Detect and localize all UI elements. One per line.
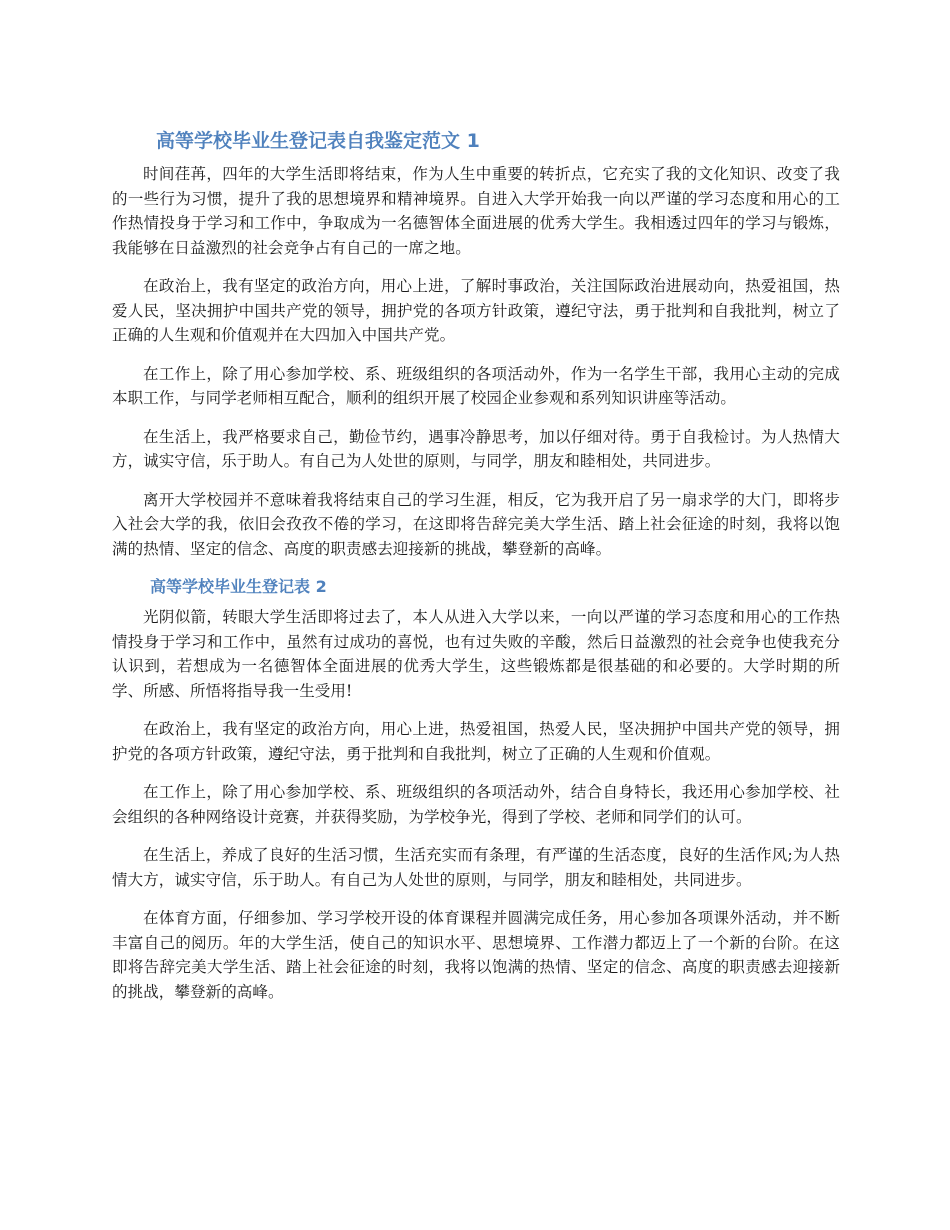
section-1-paragraph: 在政治上，我有坚定的政治方向，用心上进，了解时事政治，关注国际政治进展动向，热爱祖国，热爱人民，坚决拥护中国共产党的领导，拥护党的各项方针政策，遵纪守法，勇于批判和自我批判，树立了正确的人生观和价值观并在大四加入中国共产党。 xyxy=(112,277,840,344)
section-2-paragraph: 在工作上，除了用心参加学校、系、班级组织的各项活动外，结合自身特长，我还用心参加学校、社会组织的各种网络设计竞赛，并获得奖励，为学校争光，得到了学校、老师和同学们的认可。 xyxy=(112,783,840,826)
section-2-paragraph: 在政治上，我有坚定的政治方向，用心上进，热爱祖国，热爱人民，坚决拥护中国共产党的领导，拥护党的各项方针政策，遵纪守法，勇于批判和自我批判，树立了正确的人生观和价值观。 xyxy=(112,720,840,763)
section-2-paragraph: 在生活上，养成了良好的生活习惯，生活充实而有条理，有严谨的生活态度，良好的生活作风;为人热情大方，诚实守信，乐于助人。有自己为人处世的原则，与同学，朋友和睦相处，共同进步。 xyxy=(112,846,840,889)
section-1-paragraph: 离开大学校园并不意味着我将结束自己的学习生涯，相反，它为我开启了另一扇求学的大门，即将步入社会大学的我，依旧会孜孜不倦的学习，在这即将告辞完美大学生活、踏上社会征途的时刻，我将以饱满的热情、坚定的信念、高度的职责感去迎接新的挑战，攀登新的高峰。 xyxy=(112,490,840,558)
section-1-title: 高等学校毕业生登记表自我鉴定范文 1 xyxy=(156,130,480,152)
section-2-paragraph: 光阴似箭，转眼大学生活即将过去了，本人从进入大学以来，一向以严谨的学习态度和用心的工作热情投身于学习和工作中，虽然有过成功的喜悦，也有过失败的辛酸，然后日益激烈的社会竞争也使我充分认识到，若想成为一名德智体全面进展的优秀大学生，这些锻炼都是很基础的和必要的。大学时期的所学、所感、所悟将指导我一生受用! xyxy=(112,608,840,700)
section-1-paragraph: 时间荏苒，四年的大学生活即将结束，作为人生中重要的转折点，它充实了我的文化知识、改变了我的一些行为习惯，提升了我的思想境界和精神境界。自进入大学开始我一向以严谨的学习态度和用心的工作热情投身于学习和工作中，争取成为一名德智体全面进展的优秀大学生。我相透过四年的学习与锻炼，我能够在日益激烈的社会竞争占有自己的一席之地。 xyxy=(112,165,840,257)
section-2-title: 高等学校毕业生登记表 2 xyxy=(150,577,327,596)
document-page xyxy=(112,128,840,1018)
section-1-paragraph: 在工作上，除了用心参加学校、系、班级组织的各项活动外，作为一名学生干部，我用心主动的完成本职工作，与同学老师相互配合，顺利的组织开展了校园企业参观和系列知识讲座等活动。 xyxy=(112,364,840,407)
section-1-paragraph: 在生活上，我严格要求自己，勤俭节约，遇事冷静思考，加以仔细对待。勇于自我检讨。为人热情大方，诚实守信，乐于助人。有自己为人处世的原则，与同学，朋友和睦相处，共同进步。 xyxy=(112,427,840,470)
section-2-paragraph: 在体育方面，仔细参加、学习学校开设的体育课程并圆满完成任务，用心参加各项课外活动，并不断丰富自己的阅历。年的大学生活，使自己的知识水平、思想境界、工作潜力都迈上了一个新的台阶。在这即将告辞完美大学生活、踏上社会征途的时刻，我将以饱满的热情、坚定的信念、高度的职责感去迎接新的挑战，攀登新的高峰。 xyxy=(112,909,840,1001)
